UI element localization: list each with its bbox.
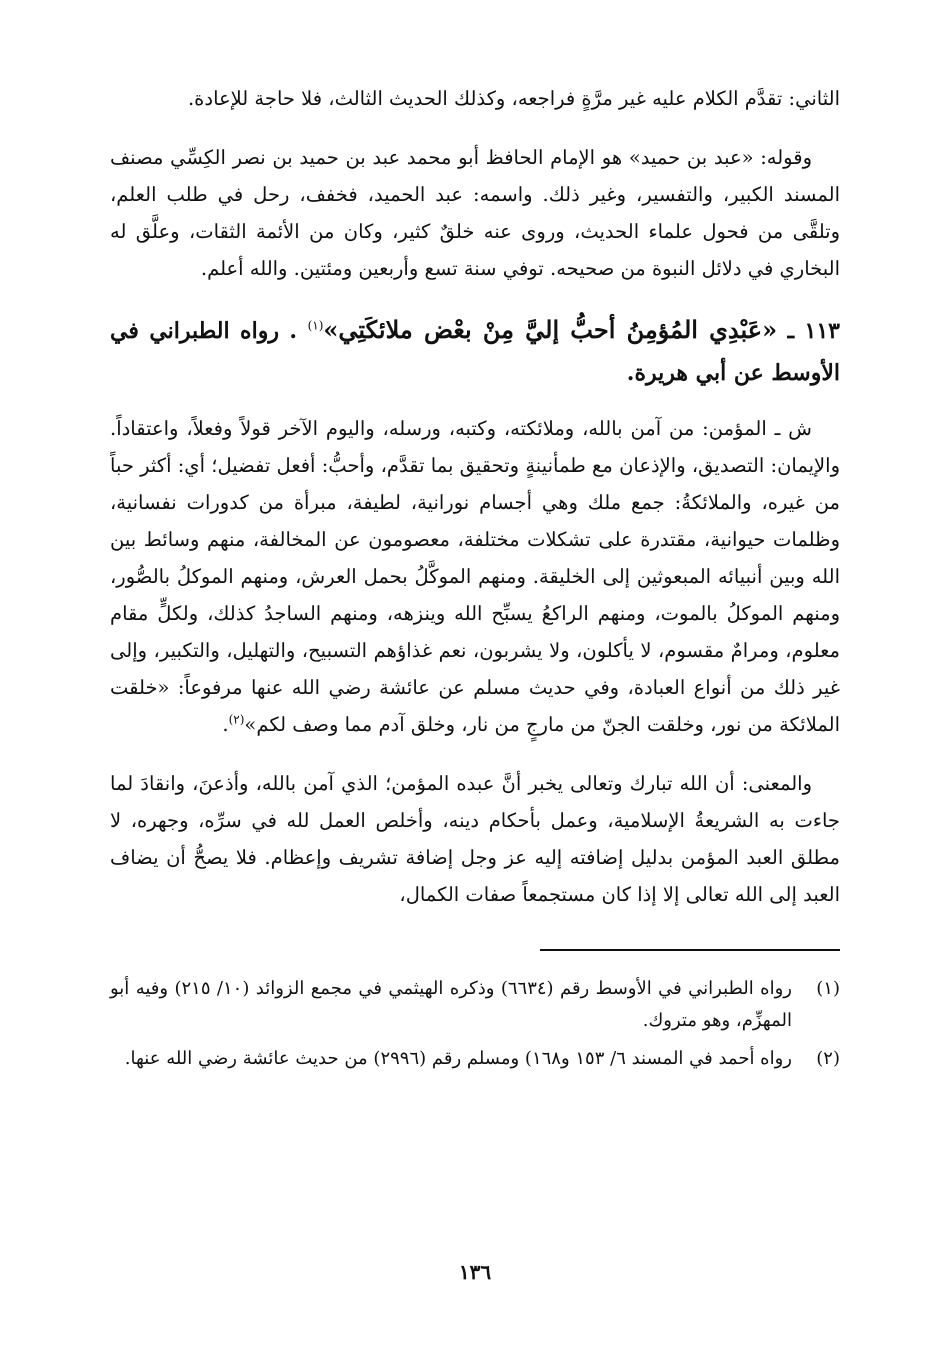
footnote-number: (٢) bbox=[816, 1048, 840, 1069]
hadith-heading bbox=[110, 309, 840, 394]
paragraph-abd-bin-humaid-bio: وقوله: «عبد بن حميد» هو الإمام الحافظ أبو محمد عبد بن حميد بن نصر الكِسِّي مصنف المسند الكبير، والتفسير، وغير ذلك. واسمه: عبد الحميد، فخفف، رحل في طلب العلم، وتلقَّى من فحول علماء الحديث، وروى عنه خلقٌ كثير، وكان من الأئمة الثقات، وعلَّق له البخاري في دلائل النبوة من صحيحه. توفي سنة تسع وأربعين ومئتين. والله أعلم. bbox=[110, 146, 840, 280]
footnote-separator bbox=[540, 949, 840, 951]
hadith-footnote-ref: (١) bbox=[307, 318, 324, 333]
hadith-source: . رواه الطبراني في الأوسط عن أبي هريرة. bbox=[110, 318, 840, 386]
paragraph-commentary bbox=[110, 410, 840, 743]
page-body bbox=[110, 80, 840, 1081]
commentary-end: . bbox=[222, 713, 229, 736]
commentary-text: ش ـ المؤمن: من آمن بالله، وملائكته، وكتبه، ورسله، واليوم الآخر قولاً وفعلاً، واعتقاداً. والإيمان: التصديق، والإذعان مع طمأنينةٍ وتحقيق بما تقدَّم، وأحبُّ: أفعل تفضيل؛ أي: أكثر حباً من غيره، والملائكةُ: جمع ملك وهي أجسام نورانية، لطيفة، مبرأة من كدورات نفسانية، وظلمات حيوانية، مقتدرة على تشكلات مختلفة، معصومون عن المخالفة، منهم وسائط بين الله وبين أنبيائه المبعوثين إلى الخليقة. ومنهم الموكَّلُ بحمل العرش، ومنهم الموكلُ بالصُّور، ومنهم الموكلُ بالموت، ومنهم الراكعُ يسبِّح الله وينزهه، ومنهم الساجدُ كذلك، ولكلٍّ مقام معلوم، ومرامٌ مقسوم، لا يأكلون، ولا يشربون، نعم غذاؤهم التسبيح، والتهليل، والتكبير، وإلى غير ذلك من أنواع العبادة، وفي حديث مسلم عن عائشة رضي الله عنها مرفوعاً: «خلقت الملائكة من نور، وخلقت الجنّ من مارجٍ من نار، وخلق آدم مما وصف لكم» bbox=[110, 417, 840, 736]
hadith-text: «عَبْدِي المُؤمِنُ أحبُّ إليَّ مِنْ بعْض ملائكَتِي» bbox=[323, 315, 778, 344]
footnote-item bbox=[110, 1043, 840, 1075]
footnote-text: رواه أحمد في المسند ٦/ ١٥٣ و١٦٨) ومسلم رقم (٢٩٩٦) من حديث عائشة رضي الله عنها. bbox=[124, 1048, 792, 1069]
footnote-text: رواه الطبراني في الأوسط رقم (٦٦٣٤) وذكره الهيثمي في مجمع الزوائد (١٠/ ٢١٥) وفيه أبو المهزِّم، وهو متروك. bbox=[110, 978, 792, 1031]
paragraph-meaning: والمعنى: أن الله تبارك وتعالى يخبر أنَّ عبده المؤمن؛ الذي آمن بالله، وأذعنَ، وانقادَ لما جاءت به الشريعةُ الإسلامية، وعمل بأحكام دينه، وأخلص العمل لله في سرِّه، وجهره، لا مطلق العبد المؤمن بدليل إضافته إليه عز وجل إضافة تشريف وإعظام. فلا يصحُّ أن يضاف العبد إلى الله تعالى إلا إذا كان مستجمعاً صفات الكمال، bbox=[110, 772, 840, 906]
hadith-number: ١١٣ ـ bbox=[787, 318, 840, 344]
page-number: ١٣٦ bbox=[458, 1260, 492, 1284]
footnote-number: (١) bbox=[816, 978, 840, 999]
paragraph-second-hadith-note: الثاني: تقدَّم الكلام عليه غير مرَّةٍ فراجعه، وكذلك الحديث الثالث، فلا حاجة للإعادة. bbox=[187, 87, 840, 110]
footnote-item bbox=[110, 973, 840, 1037]
footnotes bbox=[110, 973, 840, 1075]
commentary-footnote-ref: (٢) bbox=[228, 712, 245, 727]
